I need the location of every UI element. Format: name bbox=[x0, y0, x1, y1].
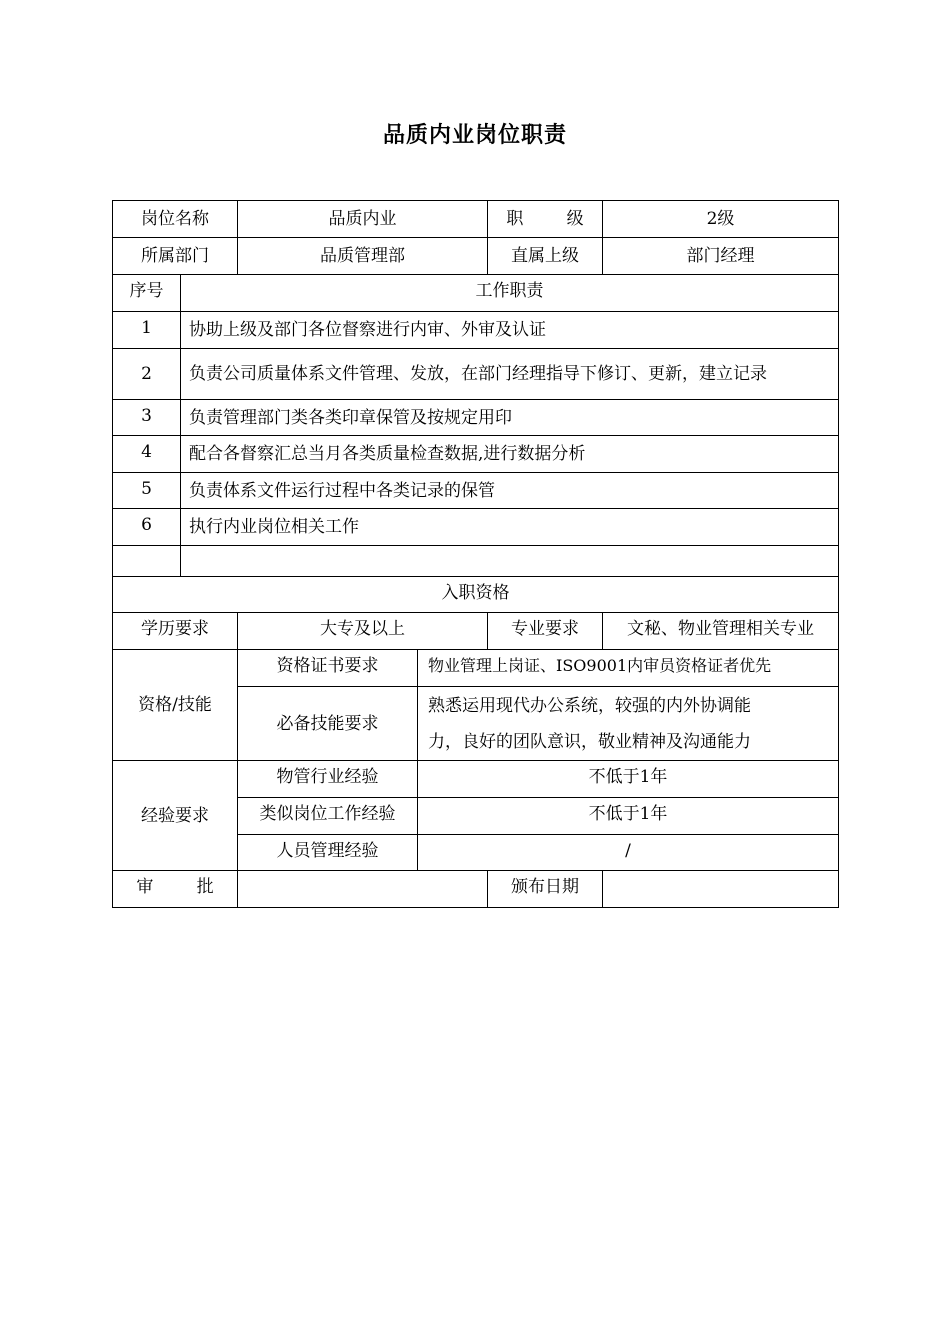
cert-label: 资格证书要求 bbox=[238, 650, 418, 687]
table-row bbox=[113, 436, 839, 473]
education-row bbox=[113, 613, 839, 650]
exp-value: 不低于1年 bbox=[418, 761, 839, 798]
skill-group-label: 资格/技能 bbox=[113, 650, 238, 761]
skill-label: 必备技能要求 bbox=[238, 687, 418, 761]
table-row bbox=[113, 400, 839, 436]
exp-label: 人员管理经验 bbox=[238, 835, 418, 871]
duty-no: 3 bbox=[113, 400, 181, 436]
cert-row bbox=[113, 650, 839, 687]
superior-value: 部门经理 bbox=[603, 238, 839, 275]
date-value bbox=[603, 871, 839, 908]
experience-row bbox=[113, 761, 839, 798]
skill-value-line: 熟悉运用现代办公系统，较强的内外协调能 bbox=[428, 695, 751, 716]
duty-no: 2 bbox=[113, 349, 181, 400]
date-label: 颁布日期 bbox=[488, 871, 603, 908]
duty-text: 配合各督察汇总当月各类质量检查数据,进行数据分析 bbox=[181, 436, 839, 473]
post-name-label: 岗位名称 bbox=[113, 201, 238, 238]
exp-value: 不低于1年 bbox=[418, 798, 839, 835]
empty-row bbox=[113, 546, 839, 577]
skill-value bbox=[418, 687, 839, 761]
exp-value: / bbox=[418, 835, 839, 871]
major-label: 专业要求 bbox=[488, 613, 603, 650]
edu-label: 学历要求 bbox=[113, 613, 238, 650]
table-row bbox=[113, 473, 839, 509]
duty-text: 负责管理部门类各类印章保管及按规定用印 bbox=[181, 400, 839, 436]
duty-no-header: 序号 bbox=[113, 275, 181, 312]
level-label: 职 级 bbox=[488, 201, 603, 238]
post-name-value: 品质内业 bbox=[238, 201, 488, 238]
dept-label: 所属部门 bbox=[113, 238, 238, 275]
qualification-header: 入职资格 bbox=[113, 577, 839, 613]
table-row bbox=[113, 349, 839, 400]
duty-text: 执行内业岗位相关工作 bbox=[181, 509, 839, 546]
level-value: 2级 bbox=[603, 201, 839, 238]
skill-value-line: 力，良好的团队意识，敬业精神及沟通能力 bbox=[428, 731, 751, 752]
page-title: 品质内业岗位职责 bbox=[382, 123, 567, 148]
job-description-table bbox=[112, 200, 839, 908]
duty-text: 负责公司质量体系文件管理、发放，在部门经理指导下修订、更新，建立记录 bbox=[181, 349, 839, 400]
superior-label: 直属上级 bbox=[488, 238, 603, 275]
exp-label: 物管行业经验 bbox=[238, 761, 418, 798]
cert-value: 物业管理上岗证、ISO9001内审员资格证者优先 bbox=[418, 650, 839, 687]
major-value: 文秘、物业管理相关专业 bbox=[603, 613, 839, 650]
dept-value: 品质管理部 bbox=[238, 238, 488, 275]
duty-no: 6 bbox=[113, 509, 181, 546]
duty-text: 负责体系文件运行过程中各类记录的保管 bbox=[181, 473, 839, 509]
duty-no: 1 bbox=[113, 312, 181, 349]
exp-label: 类似岗位工作经验 bbox=[238, 798, 418, 835]
approve-value bbox=[238, 871, 488, 908]
info-row-dept bbox=[113, 238, 839, 275]
duty-no: 5 bbox=[113, 473, 181, 509]
footer-row bbox=[113, 871, 839, 908]
empty-cell bbox=[113, 546, 181, 577]
table-row bbox=[113, 509, 839, 546]
info-row-post bbox=[113, 201, 839, 238]
qualification-header-row bbox=[113, 577, 839, 613]
duties-header-row bbox=[113, 275, 839, 312]
empty-cell bbox=[181, 546, 839, 577]
duty-text: 协助上级及部门各位督察进行内审、外审及认证 bbox=[181, 312, 839, 349]
edu-value: 大专及以上 bbox=[238, 613, 488, 650]
duty-no: 4 bbox=[113, 436, 181, 473]
table-row bbox=[113, 312, 839, 349]
exp-group-label: 经验要求 bbox=[113, 761, 238, 871]
approve-label: 审 批 bbox=[113, 871, 238, 908]
duty-header: 工作职责 bbox=[181, 275, 839, 312]
